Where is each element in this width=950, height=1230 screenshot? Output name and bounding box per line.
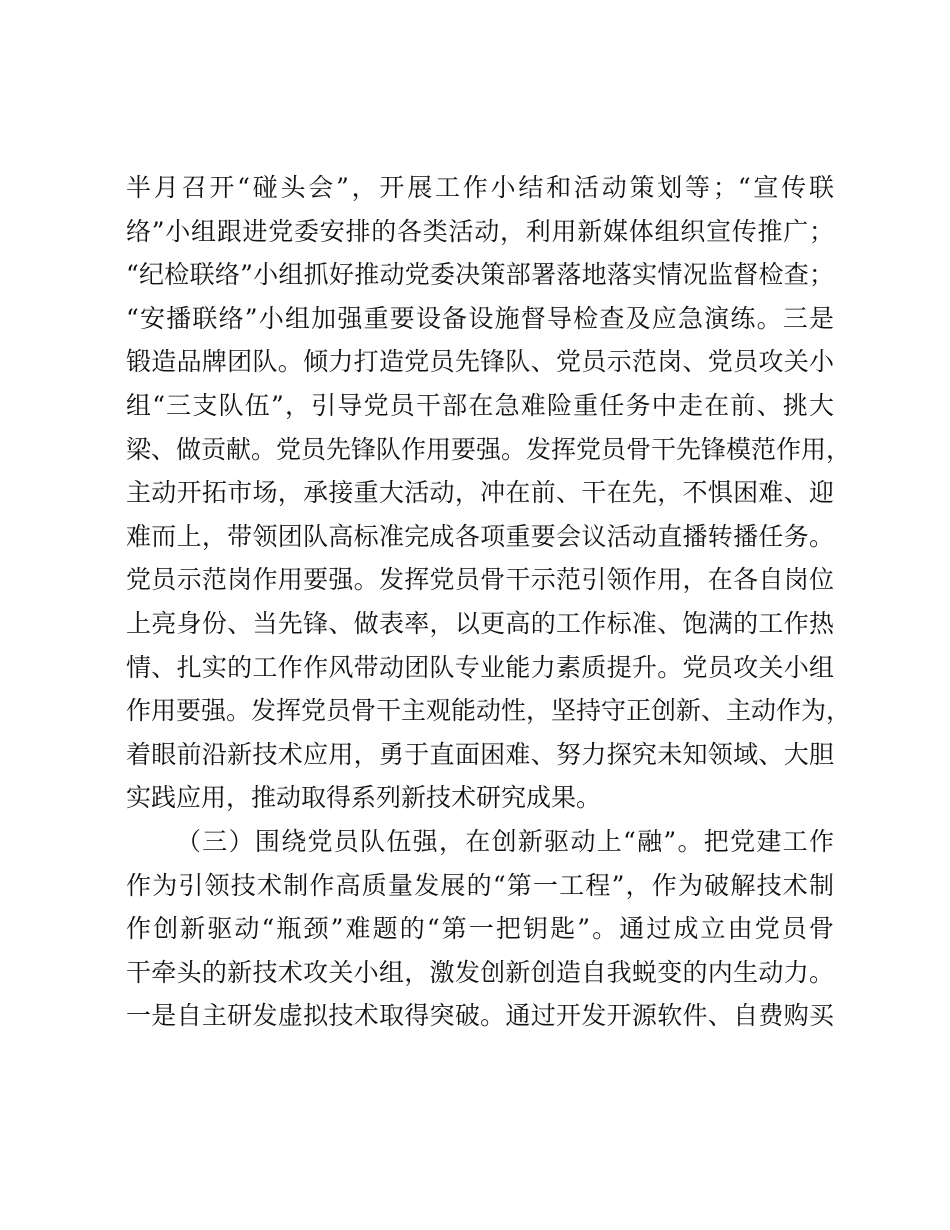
text-line: 作创新驱动“瓶颈”难题的“第一把钥匙”。通过成立由党员骨 <box>126 914 834 943</box>
paragraph-heading-line: （三）围绕党员队伍强，在创新驱动上“融”。把党建工作 <box>176 827 834 856</box>
text-line: 梁、做贡献。党员先锋队作用要强。发挥党员骨干先锋模范作用， <box>126 435 852 464</box>
text-line: 组“三支队伍”，引导党员干部在急难险重任务中走在前、挑大 <box>126 391 834 420</box>
text-line: 半月召开“碰头会”，开展工作小结和活动策划等；“宣传联 <box>126 173 834 202</box>
text-line: 作为引领技术制作高质量发展的“第一工程”，作为破解技术制 <box>126 871 834 900</box>
text-line: 实践应用，推动取得系列新技术研究成果。 <box>126 783 602 812</box>
text-line: 着眼前沿新技术应用，勇于直面困难、努力探究未知领域、大胆 <box>126 740 834 769</box>
text-line: 一是自主研发虚拟技术取得突破。通过开发开源软件、自费购买 <box>126 1001 834 1030</box>
text-line: 主动开拓市场，承接重大活动，冲在前、干在先，不惧困难、迎 <box>126 478 834 507</box>
text-line: 党员示范岗作用要强。发挥党员骨干示范引领作用，在各自岗位 <box>126 565 834 594</box>
text-line: “安播联络”小组加强重要设备设施督导检查及应急演练。三是 <box>126 304 834 333</box>
text-line: 作用要强。发挥党员骨干主观能动性，坚持守正创新、主动作为， <box>126 696 852 725</box>
text-line: 络”小组跟进党委安排的各类活动，利用新媒体组织宣传推广； <box>126 217 834 246</box>
text-line: 情、扎实的工作作风带动团队专业能力素质提升。党员攻关小组 <box>126 653 834 682</box>
text-line: 上亮身份、当先锋、做表率，以更高的工作标准、饱满的工作热 <box>126 609 834 638</box>
text-line: 锻造品牌团队。倾力打造党员先锋队、党员示范岗、党员攻关小 <box>126 347 834 376</box>
text-line: 干牵头的新技术攻关小组，激发创新创造自我蜕变的内生动力。 <box>126 958 834 987</box>
text-line: 难而上，带领团队高标准完成各项重要会议活动直播转播任务。 <box>126 522 834 551</box>
text-line: “纪检联络”小组抓好推动党委决策部署落地落实情况监督检查； <box>126 260 834 289</box>
